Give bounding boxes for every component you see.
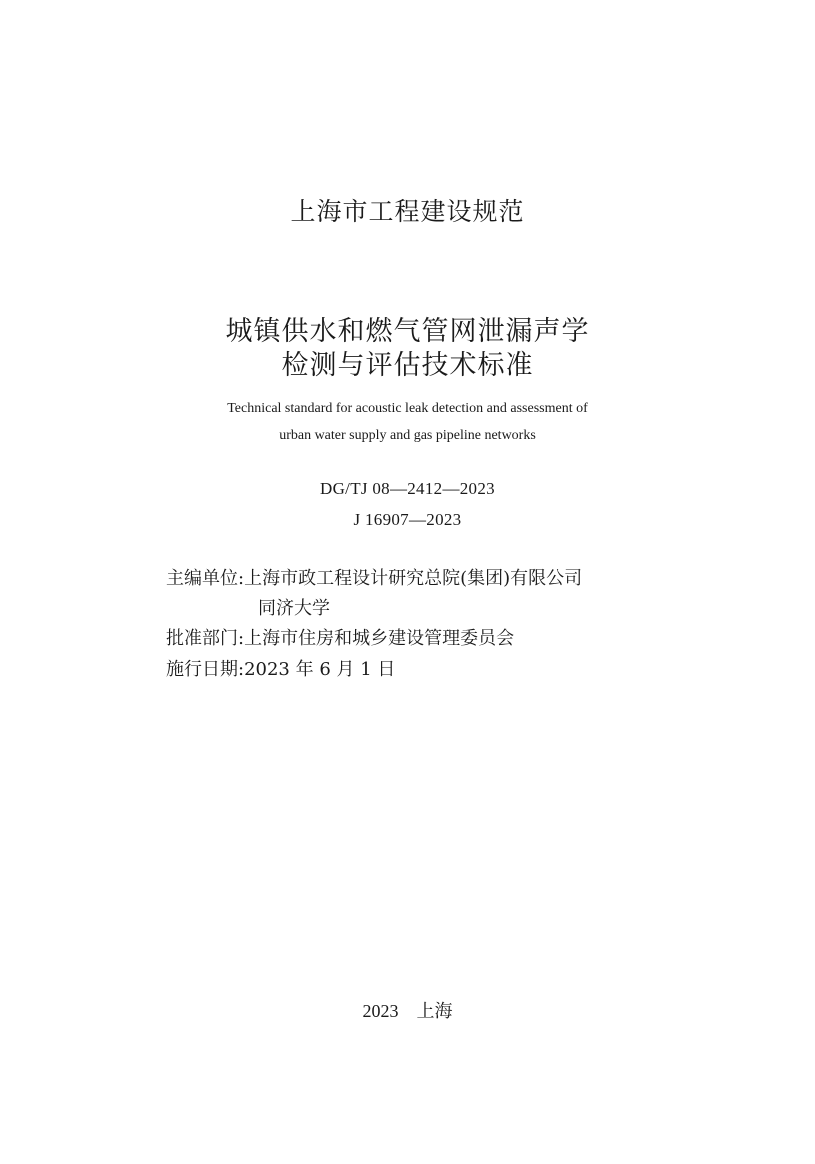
effective-date-row [166, 655, 395, 681]
english-title-line2: urban water supply and gas pipeline networks [279, 428, 536, 443]
approval-row [166, 624, 514, 650]
effective-date-value: 2023 年 6 月 1 日 [244, 659, 396, 680]
chief-editor-value-1: 上海市政工程设计研究总院(集团)有限公司 [244, 568, 583, 589]
chief-editor-label: 主编单位: [166, 568, 245, 589]
approval-label: 批准部门: [166, 628, 245, 649]
english-title-line1: Technical standard for acoustic leak detection and assessment of [227, 401, 588, 416]
footer-year: 2023 [362, 1001, 399, 1021]
chief-editor-row [166, 564, 582, 590]
series-title: 上海市工程建设规范 [290, 197, 525, 226]
record-number: J 16907—2023 [353, 510, 462, 529]
chief-editor-value-2: 同济大学 [258, 598, 330, 619]
standard-number: DG/TJ 08—2412—2023 [320, 479, 495, 498]
approval-value: 上海市住房和城乡建设管理委员会 [244, 628, 515, 649]
main-title-line2: 检测与评估技术标准 [281, 350, 534, 381]
footer-place: 上海 [416, 1001, 453, 1022]
footer [0, 997, 815, 1023]
main-title-line1: 城镇供水和燃气管网泄漏声学 [225, 316, 590, 347]
effective-date-label: 施行日期: [166, 659, 245, 680]
